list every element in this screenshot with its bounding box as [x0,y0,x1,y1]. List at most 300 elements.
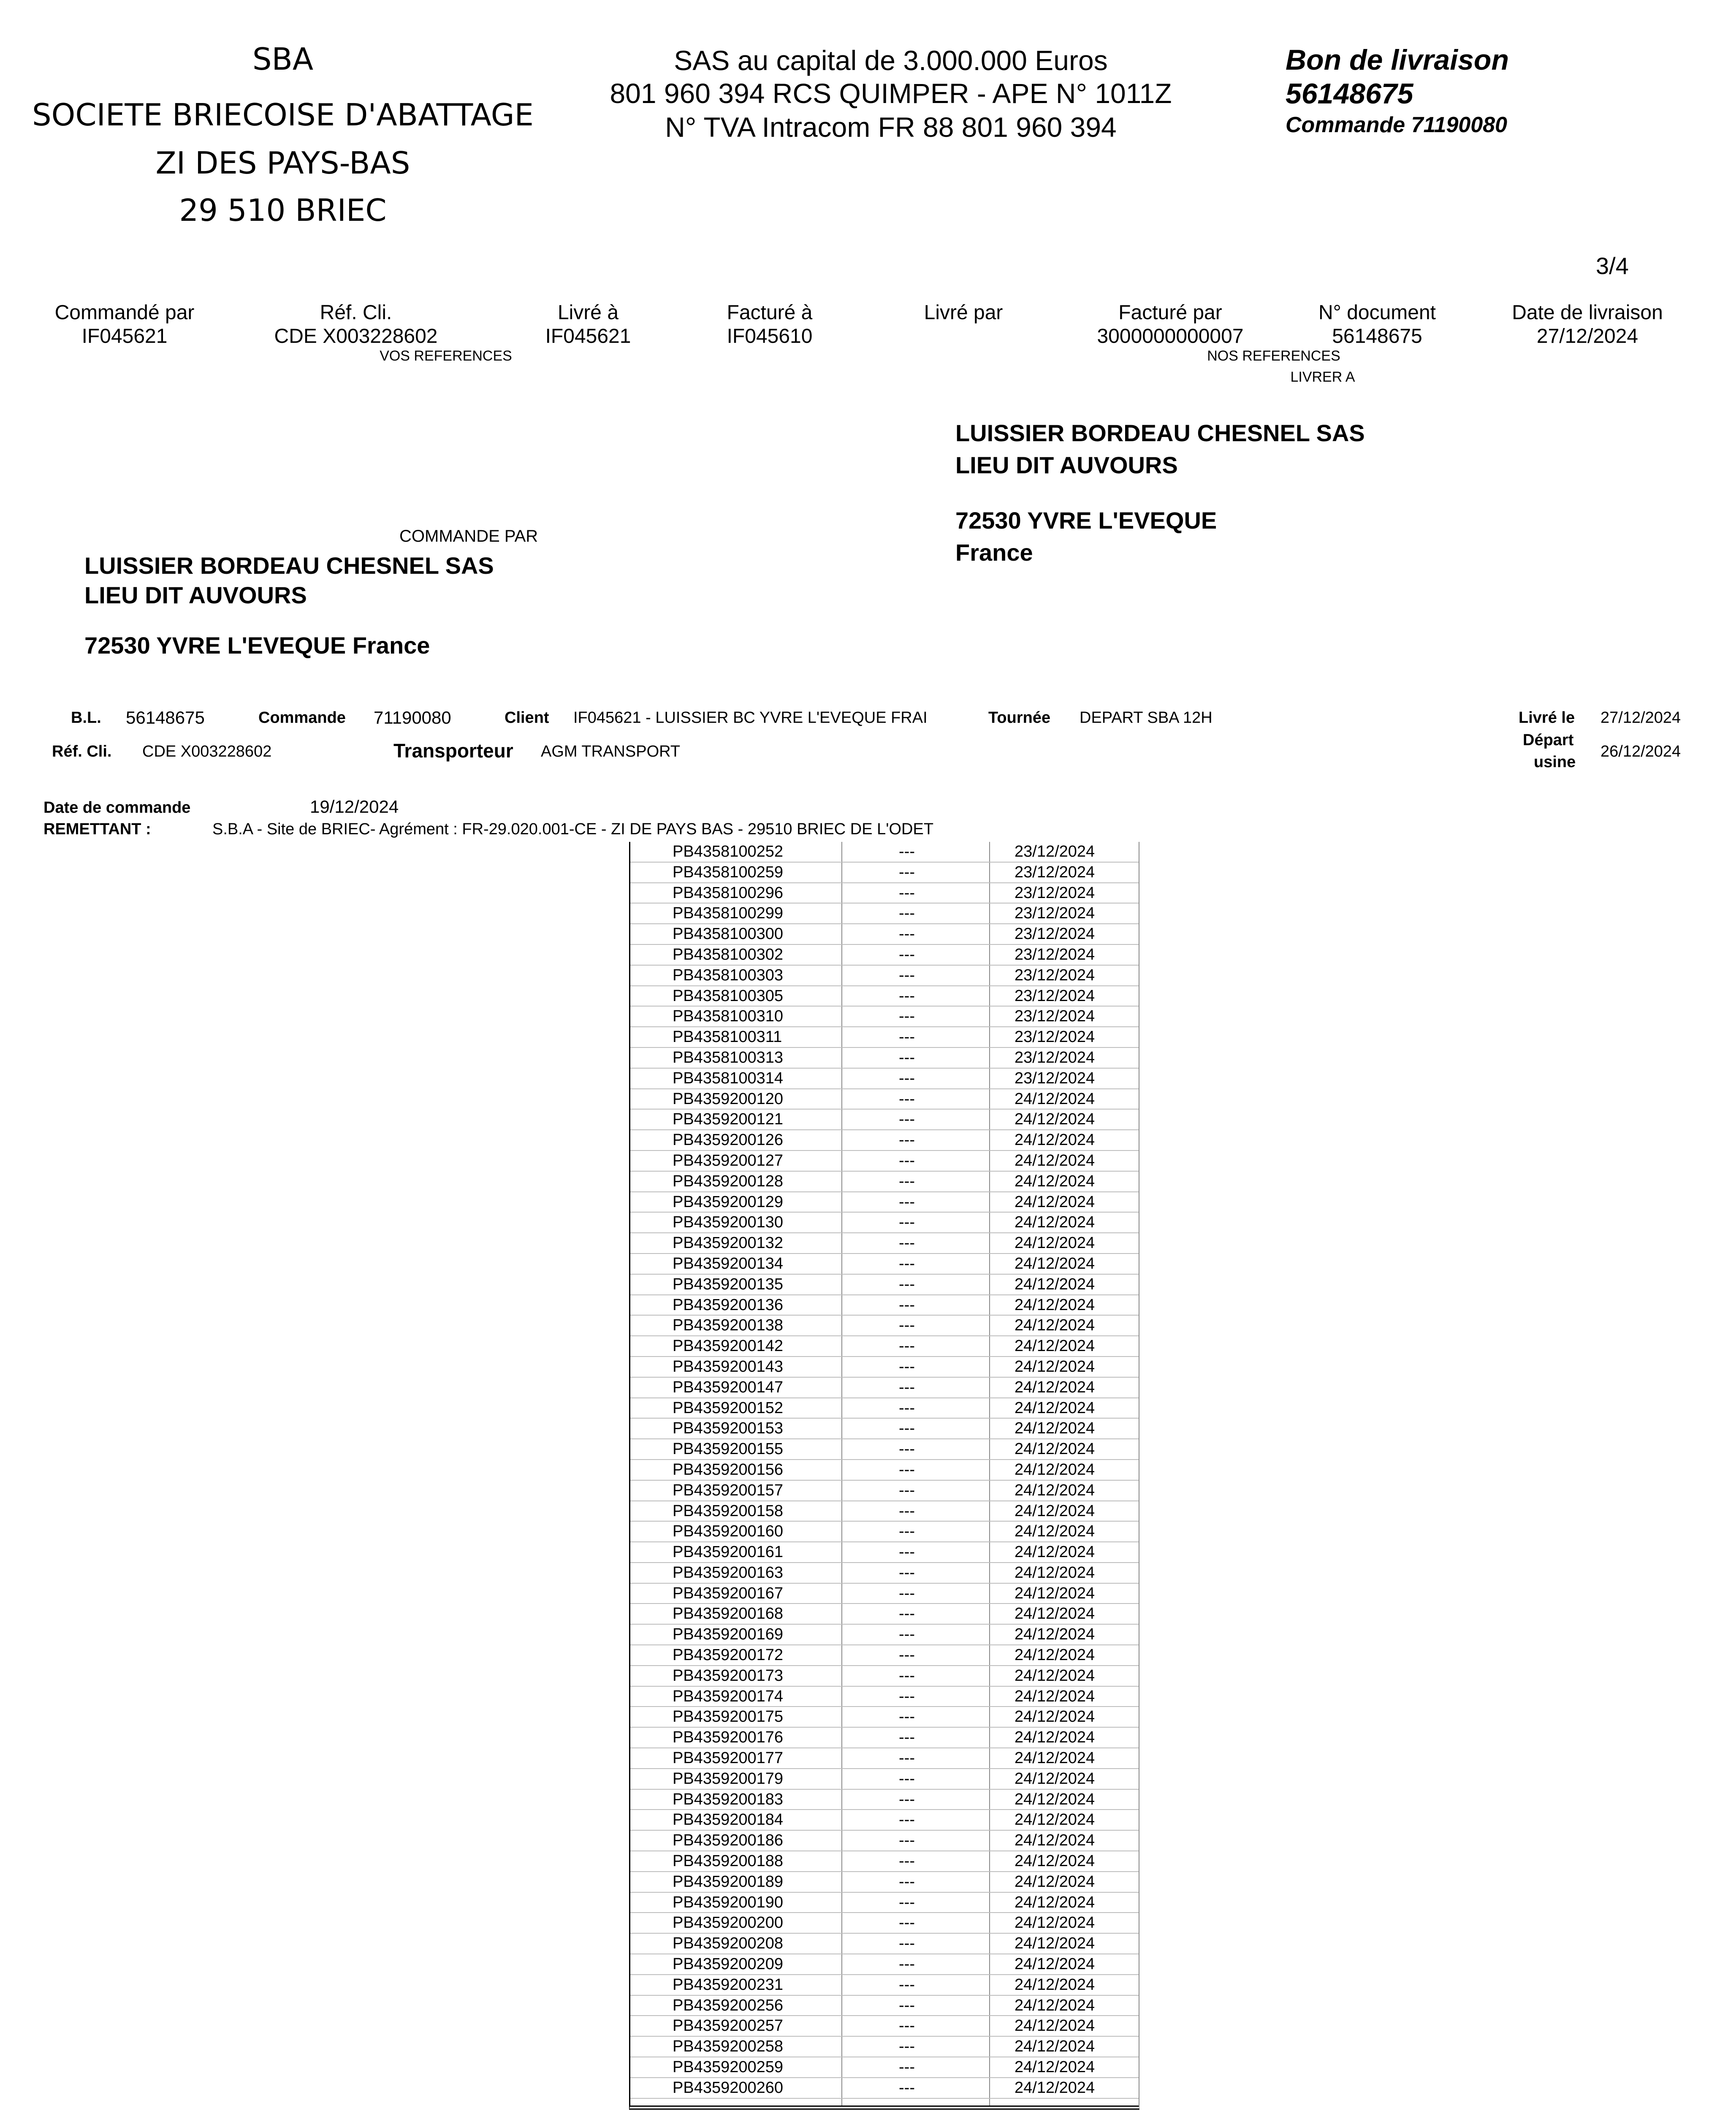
ordered-by-line1: LUISSIER BORDEAU CHESNEL SAS [84,552,494,579]
lot-quantity: --- [899,1090,915,1108]
table-row [630,1233,1139,1254]
lot-quantity: --- [899,1666,915,1685]
lot-number: PB4358100305 [673,987,784,1005]
lot-quantity: --- [899,987,915,1005]
lot-date: 24/12/2024 [1014,1481,1095,1499]
lot-quantity: --- [899,843,915,860]
table-row [630,1893,1139,1913]
lot-date: 24/12/2024 [1014,1110,1095,1129]
lot-number: PB4359200208 [673,1935,784,1953]
ref-header-livre-a: Livré à [557,301,619,324]
lot-quantity: --- [899,1316,915,1335]
depart-label: Départ [1523,731,1574,749]
livre-le-label: Livré le [1519,709,1575,727]
page-number: 3/4 [1596,252,1629,279]
lot-date: 23/12/2024 [1014,966,1095,984]
lot-date: 24/12/2024 [1014,1337,1095,1355]
lot-date: 24/12/2024 [1014,1193,1095,1211]
lot-quantity: --- [899,966,915,984]
table-row [630,1316,1139,1336]
lot-quantity: --- [899,1069,915,1087]
table-row [630,1069,1139,1089]
lot-date: 24/12/2024 [1014,1811,1095,1829]
table-row [630,1357,1139,1378]
ref-value-commande-par: IF045621 [81,325,168,347]
table-row [630,1398,1139,1419]
lot-date: 24/12/2024 [1014,1419,1095,1438]
table-row [630,1110,1139,1130]
ref-header-livre-par: Livré par [924,301,1003,324]
lot-date: 24/12/2024 [1014,1935,1095,1953]
lot-number: PB4358100300 [673,925,784,943]
table-row [630,1213,1139,1233]
nos-references-label: NOS REFERENCES [1207,348,1340,364]
lot-quantity: --- [899,1646,915,1664]
table-row [630,1707,1139,1728]
bl-label: B.L. [71,709,101,727]
table-row [630,1130,1139,1151]
table-row [630,863,1139,883]
lot-date: 24/12/2024 [1014,1996,1095,2014]
lot-number: PB4359200260 [673,2078,784,2097]
lot-quantity: --- [899,1852,915,1870]
ref-value-facture-par: 3000000000007 [1097,325,1244,347]
lot-number: PB4359200155 [673,1440,784,1458]
lot-quantity: --- [899,1110,915,1129]
lot-number: PB4359200176 [673,1728,784,1747]
lot-date: 24/12/2024 [1014,1584,1095,1602]
lot-number: PB4359200161 [673,1543,784,1561]
lot-quantity: --- [899,1193,915,1211]
table-row [630,1687,1139,1707]
lot-quantity: --- [899,1914,915,1932]
table-row [630,1748,1139,1769]
lot-date: 24/12/2024 [1014,1296,1095,1314]
table-row [630,1769,1139,1790]
lot-date: 24/12/2024 [1014,1254,1095,1273]
lot-quantity: --- [899,2017,915,2035]
lot-date: 24/12/2024 [1014,2038,1095,2056]
lot-date: 24/12/2024 [1014,1316,1095,1335]
bl-value: 56148675 [126,708,205,727]
lot-number: PB4359200231 [673,1975,784,1994]
lot-number: PB4359200128 [673,1172,784,1190]
lot-quantity: --- [899,1749,915,1767]
lot-number: PB4359200138 [673,1316,784,1335]
table-row [630,1172,1139,1192]
lot-number: PB4359200175 [673,1708,784,1726]
table-row [630,1954,1139,1975]
table-row [630,2016,1139,2037]
lot-number: PB4359200172 [673,1646,784,1664]
table-row [630,904,1139,924]
lot-quantity: --- [899,1357,915,1376]
lot-date: 24/12/2024 [1014,2058,1095,2076]
lot-date: 24/12/2024 [1014,1769,1095,1788]
lot-date: 24/12/2024 [1014,1893,1095,1911]
client-label: Client [505,709,549,727]
lot-number: PB4359200130 [673,1213,784,1232]
lot-quantity: --- [899,904,915,923]
ref-value-ref-cli: CDE X003228602 [274,325,438,347]
lot-quantity: --- [899,1048,915,1066]
lot-quantity: --- [899,1625,915,1644]
lot-quantity: --- [899,1254,915,1273]
lot-quantity: --- [899,925,915,943]
date-commande-value: 19/12/2024 [310,797,399,817]
lot-date: 23/12/2024 [1014,884,1095,902]
table-row [630,1501,1139,1522]
lot-date: 24/12/2024 [1014,1708,1095,1726]
lot-number: PB4359200184 [673,1811,784,1829]
lot-date: 23/12/2024 [1014,1028,1095,1046]
lot-quantity: --- [899,1996,915,2014]
lot-number: PB4359200168 [673,1605,784,1623]
lot-date: 24/12/2024 [1014,1172,1095,1190]
lot-quantity: --- [899,1399,915,1417]
lot-number: PB4359200188 [673,1852,784,1870]
lot-date: 24/12/2024 [1014,1832,1095,1850]
ref-header-commande-par: Commandé par [54,301,195,324]
lot-date: 24/12/2024 [1014,1687,1095,1705]
lot-number: PB4359200152 [673,1399,784,1417]
ordered-by-line2: LIEU DIT AUVOURS [84,582,307,608]
lot-date: 23/12/2024 [1014,904,1095,923]
lot-quantity: --- [899,1275,915,1293]
company-tva: N° TVA Intracom FR 88 801 960 394 [665,111,1117,143]
ref-cli-value: CDE X003228602 [142,743,272,760]
table-row [630,842,1139,863]
lot-number: PB4359200173 [673,1666,784,1685]
transporteur-label: Transporteur [393,740,513,762]
lot-quantity: --- [899,1687,915,1705]
lot-number: PB4359200200 [673,1914,784,1932]
lot-quantity: --- [899,1502,915,1520]
company-short-name: SBA [252,41,314,77]
lot-quantity: --- [899,1832,915,1850]
lot-quantity: --- [899,1131,915,1149]
table-row [630,1460,1139,1481]
table-row [630,1831,1139,1851]
lot-table [629,842,1139,2110]
table-row [630,1934,1139,1954]
livre-le-value: 27/12/2024 [1600,709,1681,727]
lot-quantity: --- [899,1769,915,1788]
lot-number: PB4359200169 [673,1625,784,1644]
lot-number: PB4358100296 [673,884,784,902]
lot-date: 24/12/2024 [1014,1543,1095,1561]
lot-date: 23/12/2024 [1014,1007,1095,1026]
lot-date: 24/12/2024 [1014,1914,1095,1932]
table-row [630,1810,1139,1831]
lot-quantity: --- [899,1296,915,1314]
lot-number: PB4359200136 [673,1296,784,1314]
lot-quantity: --- [899,1419,915,1438]
lot-quantity: --- [899,863,915,881]
commande-value: 71190080 [374,708,451,727]
lot-date: 23/12/2024 [1014,863,1095,881]
lot-date: 24/12/2024 [1014,1975,1095,1994]
lot-number: PB4359200209 [673,1955,784,1973]
lot-date: 24/12/2024 [1014,1790,1095,1808]
lot-number: PB4359200179 [673,1769,784,1788]
lot-date: 23/12/2024 [1014,925,1095,943]
ref-value-livre-a: IF045621 [545,325,631,347]
ref-header-document: N° document [1318,301,1436,324]
date-commande-label: Date de commande [43,799,191,817]
lot-number: PB4358100299 [673,904,784,923]
lot-date: 24/12/2024 [1014,1131,1095,1149]
lot-date: 24/12/2024 [1014,1852,1095,1870]
lot-quantity: --- [899,1460,915,1479]
lot-quantity: --- [899,2078,915,2097]
table-row [630,1542,1139,1563]
remettant-label: REMETTANT : [43,820,151,838]
lot-number: PB4358100314 [673,1069,784,1087]
ref-header-facture-par: Facturé par [1118,301,1222,324]
usine-label: usine [1534,753,1576,771]
lot-number: PB4358100303 [673,966,784,984]
table-row [630,2057,1139,2078]
table-row [630,1996,1139,2016]
lot-date: 24/12/2024 [1014,1563,1095,1582]
ordered-by-label: COMMANDE PAR [399,527,538,545]
lot-quantity: --- [899,1811,915,1829]
lot-quantity: --- [899,1378,915,1396]
lot-number: PB4359200190 [673,1893,784,1911]
lot-number: PB4358100259 [673,863,784,881]
tournee-value: DEPART SBA 12H [1080,709,1212,727]
table-row [630,1975,1139,1996]
lot-quantity: --- [899,1213,915,1232]
lot-number: PB4359200258 [673,2038,784,2056]
remettant-value: S.B.A - Site de BRIEC- Agrément : FR-29.020.001-CE - ZI DE PAYS BAS - 29510 BRIEC DE L'ODET [212,820,934,838]
lot-number: PB4359200121 [673,1110,784,1129]
lot-quantity: --- [899,1563,915,1582]
lot-date: 23/12/2024 [1014,1048,1095,1066]
lot-number: PB4359200129 [673,1193,784,1211]
table-row [630,945,1139,966]
tournee-label: Tournée [988,709,1051,727]
ref-header-facture-a: Facturé à [727,301,813,324]
lot-date: 24/12/2024 [1014,1522,1095,1541]
company-zone: ZI DES PAYS-BAS [155,145,410,181]
table-row [630,1192,1139,1213]
lot-number: PB4359200134 [673,1254,784,1273]
depart-value: 26/12/2024 [1600,743,1681,760]
lot-date: 24/12/2024 [1014,1440,1095,1458]
ref-value-document: 56148675 [1332,325,1422,347]
lot-date: 24/12/2024 [1014,1399,1095,1417]
table-row [630,1275,1139,1295]
lot-quantity: --- [899,1893,915,1911]
table-row [630,1666,1139,1687]
lot-number: PB4359200160 [673,1522,784,1541]
table-row [630,1419,1139,1439]
lot-quantity: --- [899,2038,915,2056]
table-row [630,1295,1139,1316]
commande-label: Commande [258,709,346,727]
lot-quantity: --- [899,1605,915,1623]
lot-number: PB4359200142 [673,1337,784,1355]
lot-number: PB4359200157 [673,1481,784,1499]
lot-quantity: --- [899,1440,915,1458]
ship-to-line1: LUISSIER BORDEAU CHESNEL SAS [955,420,1365,446]
lot-quantity: --- [899,1728,915,1747]
lot-number: PB4359200259 [673,2058,784,2076]
lot-quantity: --- [899,884,915,902]
lot-date: 24/12/2024 [1014,1749,1095,1767]
lot-date: 24/12/2024 [1014,1378,1095,1396]
table-row [630,1872,1139,1893]
lot-number: PB4358100311 [673,1028,782,1046]
table-row [630,1439,1139,1460]
table-row [630,924,1139,945]
lot-number: PB4359200189 [673,1872,784,1891]
lot-number: PB4359200186 [673,1832,784,1850]
ref-cli-label: Réf. Cli. [52,743,112,760]
table-row [630,1728,1139,1748]
lot-number: PB4359200257 [673,2017,784,2035]
table-row [630,2078,1139,2099]
table-row [630,1604,1139,1625]
lot-number: PB4359200126 [673,1131,784,1149]
lot-number: PB4359200256 [673,1996,784,2014]
lot-quantity: --- [899,1543,915,1561]
table-row [630,986,1139,1007]
company-name: SOCIETE BRIECOISE D'ABATTAGE [32,97,534,133]
ref-header-ref-cli: Réf. Cli. [320,301,392,324]
table-row [630,1790,1139,1810]
client-value: IF045621 - LUISSIER BC YVRE L'EVEQUE FRAI [573,709,928,727]
table-row [630,1151,1139,1172]
livrer-a-label: LIVRER A [1290,369,1355,385]
lot-date: 23/12/2024 [1014,843,1095,860]
lot-date: 24/12/2024 [1014,1625,1095,1644]
table-row [630,1336,1139,1357]
lot-quantity: --- [899,1337,915,1355]
lot-number: PB4359200183 [673,1790,784,1808]
lot-quantity: --- [899,945,915,963]
document-title: Bon de livraison [1286,44,1509,76]
table-row [630,1048,1139,1069]
lot-date: 24/12/2024 [1014,1646,1095,1664]
ship-to-line2: LIEU DIT AUVOURS [955,452,1178,478]
lot-quantity: --- [899,1955,915,1973]
table-row [630,883,1139,904]
document-order-line: Commande 71190080 [1286,113,1508,137]
table-row [630,1007,1139,1027]
company-capital: SAS au capital de 3.000.000 Euros [674,45,1108,76]
ref-value-date-livraison: 27/12/2024 [1536,325,1638,347]
lot-date: 24/12/2024 [1014,1955,1095,1973]
table-row [630,1625,1139,1645]
lot-quantity: --- [899,1028,915,1046]
table-row [630,1089,1139,1110]
lot-quantity: --- [899,1708,915,1726]
lot-date: 24/12/2024 [1014,1151,1095,1169]
lot-number: PB4358100302 [673,945,784,963]
table-row [630,1522,1139,1542]
lot-quantity: --- [899,2058,915,2076]
ref-header-date-livraison: Date de livraison [1512,301,1663,324]
lot-quantity: --- [899,1522,915,1541]
lot-quantity: --- [899,1481,915,1499]
lot-number: PB4359200158 [673,1502,784,1520]
table-row [630,1378,1139,1398]
lot-number: PB4359200132 [673,1234,784,1252]
lot-number: PB4359200156 [673,1460,784,1479]
lot-date: 24/12/2024 [1014,1872,1095,1891]
table-row [630,1851,1139,1872]
lot-number: PB4359200167 [673,1584,784,1602]
lot-date: 24/12/2024 [1014,2017,1095,2035]
lot-date: 23/12/2024 [1014,945,1095,963]
table-row [630,1584,1139,1604]
table-row [630,1481,1139,1501]
ref-value-facture-a: IF045610 [727,325,813,347]
lot-number: PB4358100313 [673,1048,784,1066]
lot-date: 24/12/2024 [1014,1728,1095,1747]
ship-to-line3: 72530 YVRE L'EVEQUE [955,507,1217,534]
lot-quantity: --- [899,1975,915,1994]
lot-number: PB4359200120 [673,1090,784,1108]
lot-quantity: --- [899,1872,915,1891]
ordered-by-line3: 72530 YVRE L'EVEQUE France [84,632,430,659]
lot-number: PB4359200143 [673,1357,784,1376]
lot-date: 24/12/2024 [1014,1502,1095,1520]
vos-references-label: VOS REFERENCES [380,348,512,364]
lot-number: PB4359200174 [673,1687,784,1705]
lot-date: 24/12/2024 [1014,1275,1095,1293]
lot-quantity: --- [899,1172,915,1190]
company-city: 29 510 BRIEC [179,193,387,228]
lot-date: 24/12/2024 [1014,1090,1095,1108]
table-row [630,2037,1139,2057]
lot-quantity: --- [899,1935,915,1953]
lot-date: 24/12/2024 [1014,1666,1095,1685]
lot-number: PB4358100310 [673,1007,784,1026]
lot-date: 24/12/2024 [1014,1605,1095,1623]
table-row [630,1027,1139,1048]
lot-date: 24/12/2024 [1014,2078,1095,2097]
lot-number: PB4359200127 [673,1151,784,1169]
lot-number: PB4359200147 [673,1378,784,1396]
lot-date: 24/12/2024 [1014,1234,1095,1252]
lot-date: 23/12/2024 [1014,1069,1095,1087]
lot-date: 24/12/2024 [1014,1460,1095,1479]
table-row [630,1254,1139,1275]
lot-number: PB4359200153 [673,1419,784,1438]
table-row [630,1645,1139,1666]
company-rcs: 801 960 394 RCS QUIMPER - APE N° 1011Z [610,78,1172,109]
lot-quantity: --- [899,1007,915,1026]
lot-number: PB4359200177 [673,1749,784,1767]
lot-quantity: --- [899,1790,915,1808]
lot-quantity: --- [899,1584,915,1602]
lot-date: 24/12/2024 [1014,1357,1095,1376]
lot-number: PB4359200135 [673,1275,784,1293]
lot-number: PB4358100252 [673,843,784,860]
lot-date: 23/12/2024 [1014,987,1095,1005]
table-row [630,966,1139,986]
lot-date: 24/12/2024 [1014,1213,1095,1232]
lot-rows [630,842,1139,2099]
lot-quantity: --- [899,1151,915,1169]
table-row [630,1563,1139,1584]
lot-quantity: --- [899,1234,915,1252]
transporteur-value: AGM TRANSPORT [541,743,681,760]
